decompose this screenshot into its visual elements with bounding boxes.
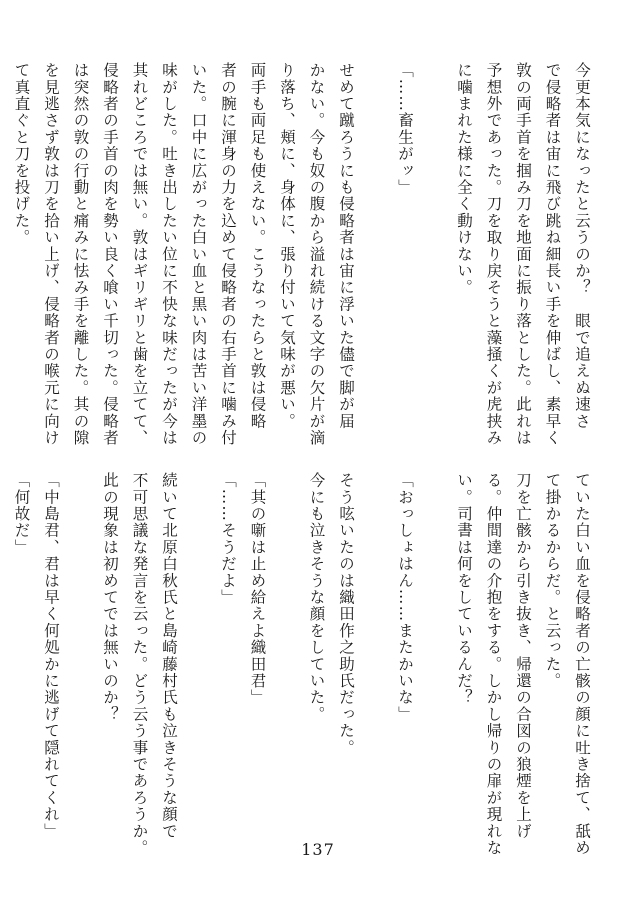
lower-text-line: 刀を亡骸から引き抜き、帰還の合図の狼煙を上げ xyxy=(514,472,532,840)
page-number: 137 xyxy=(301,840,335,859)
upper-text-line: 侵略者の手首の肉を勢い良く喰い千切った。侵略者 xyxy=(101,62,119,447)
lower-text-line: て掛かるからだ。と云った。 xyxy=(543,472,562,690)
upper-text-line: り落ち、頬に、身体に、張り付いて気味が悪い。 xyxy=(278,62,296,430)
upper-text-line: で侵略者は宙に飛び跳ね細長い手を伸ばし、素早く xyxy=(543,62,562,447)
upper-text-line: せめて蹴ろうにも侵略者は宙に浮いた儘で脚が届 xyxy=(337,62,355,430)
lower-blank-line xyxy=(419,472,449,822)
upper-text-line: 敦の両手首を掴み刀を地面に振り落とした。此れは xyxy=(514,62,532,447)
lower-blank-line xyxy=(272,472,302,822)
lower-text-line: 「其の噺は止め給えよ織田君」 xyxy=(248,472,267,706)
lower-blank-line xyxy=(183,472,213,822)
lower-text-line: 不可思議な発言を云った。どう云う事であろうか。 xyxy=(130,472,149,857)
upper-blank-line xyxy=(360,62,390,417)
lower-text-line: 今にも泣きそうな顔をしていた。 xyxy=(307,472,326,723)
upper-text-line: 今更本気になったと云うのか？ 眼で追えぬ速さ xyxy=(573,62,591,430)
upper-text-line: て真直ぐと刀を投げた。 xyxy=(12,62,31,246)
lower-text-line: ていた白い血を侵略者の亡骸の顔に吐き捨て、舐め xyxy=(573,472,591,857)
lower-text-line: そう呟いたのは織田作之助氏だった。 xyxy=(337,472,355,756)
lower-text-line: 「おっしょはん……またかいな」 xyxy=(396,472,414,723)
lower-text-line: 「……そうだよ」 xyxy=(219,472,237,606)
lower-text-line: 「何故だ」 xyxy=(12,472,31,556)
lower-blank-line xyxy=(360,472,390,822)
lower-text-line: 続いて北原白秋氏と島崎藤村氏も泣きそうな顔で xyxy=(160,472,178,840)
lower-text-line: い。司書は何をしているんだ？ xyxy=(455,472,473,706)
upper-text-line: 其れどころでは無い。敦はギリギリと歯を立てて、 xyxy=(130,62,149,447)
upper-text-line: は突然の敦の行動と痛みに怯み手を離した。其の隙 xyxy=(71,62,90,447)
upper-text-line: 味がした。吐き出したい位に不快な味だったが今は xyxy=(160,62,178,447)
lower-text-line: 「中島君、君は早く何処かに逃げて隠れてくれ」 xyxy=(42,472,60,840)
upper-text-line: を見逃さず敦は刀を拾い上げ、侵略者の喉元に向け xyxy=(42,62,60,447)
lower-text-line: る。仲間達の介抱をする。しかし帰りの扉が現れな xyxy=(484,472,503,857)
lower-blank-line xyxy=(65,472,95,822)
upper-blank-line xyxy=(419,62,449,417)
upper-text-line: 両手も両足も使えない。こうなったらと敦は侵略 xyxy=(248,62,267,430)
upper-text-block xyxy=(12,62,596,447)
lower-text-line: 此の現象は初めてでは無いのか？ xyxy=(101,472,119,723)
upper-text-line: に噛まれた様に全く動けない。 xyxy=(455,62,473,296)
upper-text-line: 「……畜生がッ」 xyxy=(396,62,414,196)
upper-text-line: いた。口中に広がった白い血と黒い肉は苦い洋墨の xyxy=(189,62,208,447)
upper-text-line: かない。今も奴の腹から溢れ続ける文字の欠片が滴 xyxy=(307,62,326,447)
upper-text-line: 予想外であった。刀を取り戻そうと藻掻くが虎挟み xyxy=(484,62,503,447)
upper-text-line: 者の腕に渾身の力を込めて侵略者の右手首に噛み付 xyxy=(219,62,237,447)
